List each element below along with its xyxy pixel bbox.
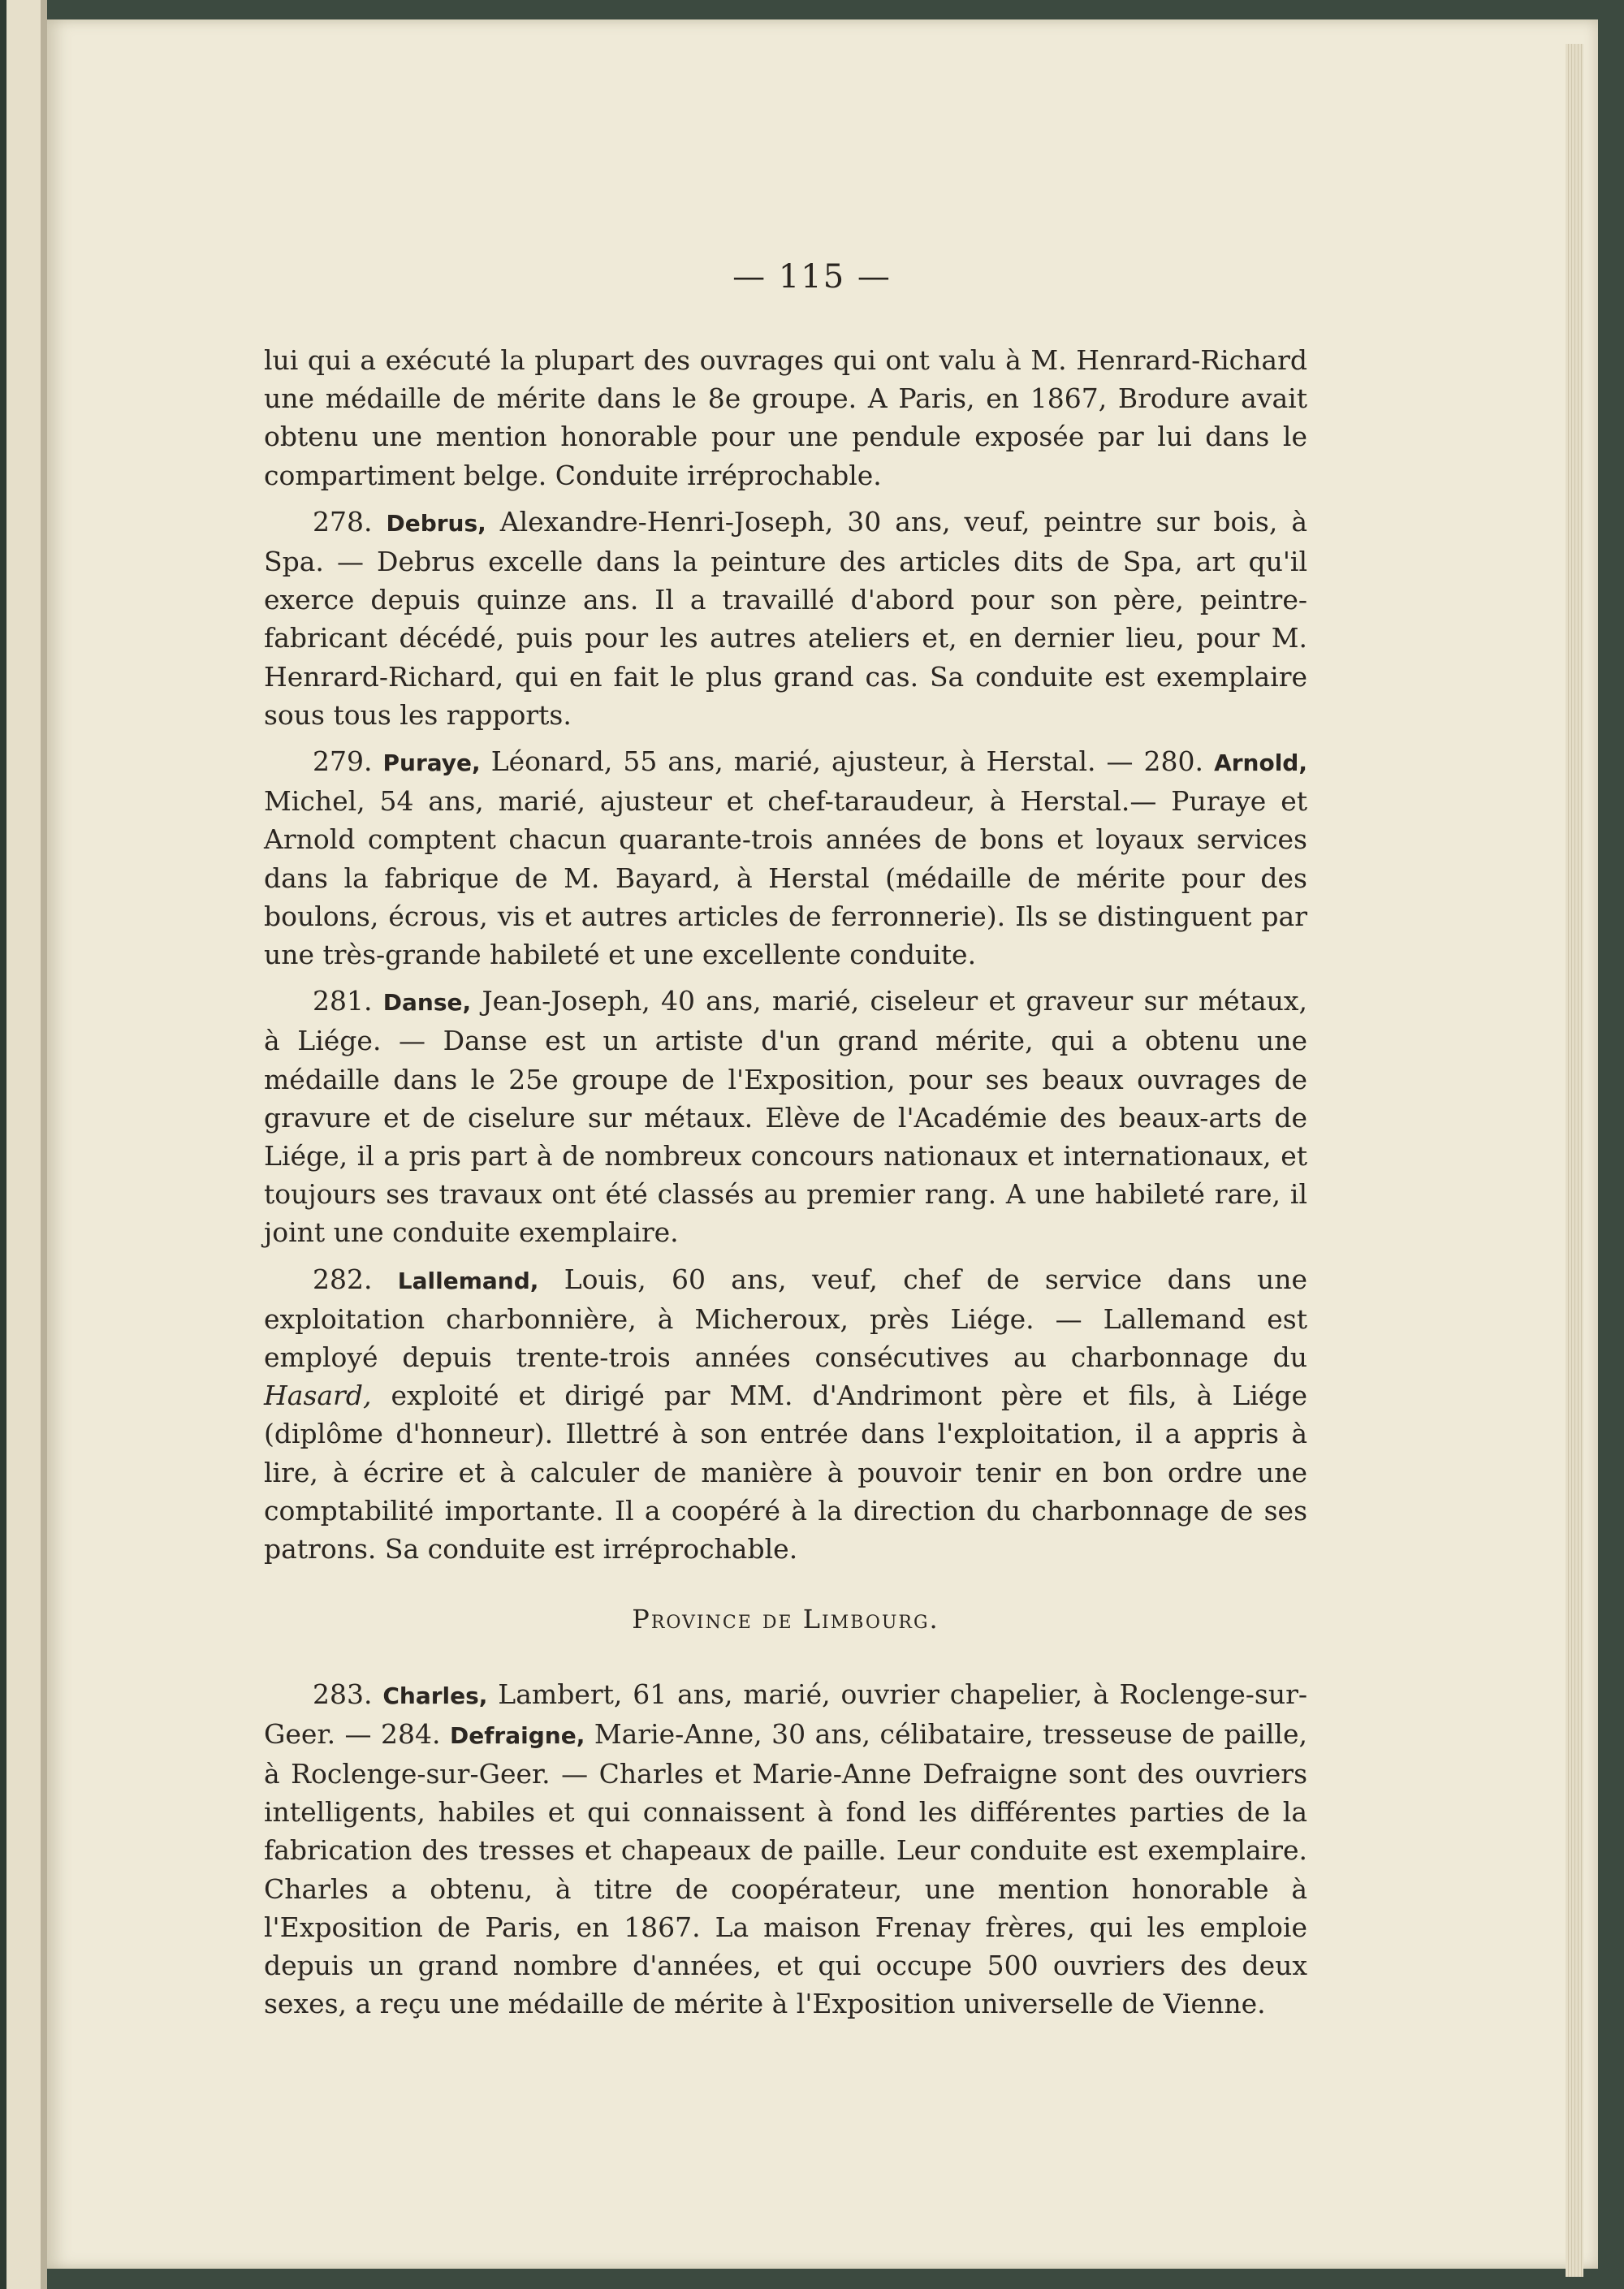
entry-name: Puraye,	[382, 749, 481, 777]
entry-number: 282.	[313, 1263, 373, 1295]
paragraph-continuation	[264, 341, 1307, 495]
entry-name-2: Defraigne,	[450, 1721, 585, 1749]
entry-number: 278.	[313, 505, 373, 538]
entry-text: Lambert, 61 ans, marié, ouvrier chapelier, à Roclenge-sur-Geer. — 284.	[264, 1678, 1307, 1750]
entry-283-284	[264, 1675, 1307, 2023]
entry-text: Alexandre-Henri-Joseph, 30 ans, veuf, peintre sur bois, à Spa. — Debrus excelle dans la peinture des articles dits de Spa, art qu'il exerce depuis quinze ans. Il a travaillé d'abord pour son père, peintre-fabricant décédé, puis pour les autres ateliers et, en dernier lieu, pour M. Henrard-Richard, qui en fait le plus grand cas. Sa conduite est exemplaire sous tous les rapports.	[264, 505, 1307, 731]
page-number: — 115 —	[732, 258, 892, 296]
entry-name: Danse,	[382, 989, 472, 1017]
entry-text: Jean-Joseph, 40 ans, marié, ciseleur et graveur sur métaux, à Liége. — Danse est un artiste d'un grand mérite, qui a obtenu une médaille dans le 25e groupe de l'Exposition, pour ses beaux ouvrages de gravure et de ciselure sur métaux. Elève de l'Académie des beaux-arts de Liége, il a pris part à de nombreux concours nationaux et internationaux, et toujours ses travaux ont été classés au premier rang. A une habileté rare, il joint une conduite exemplaire.	[264, 985, 1307, 1249]
entry-name: Charles,	[382, 1682, 488, 1709]
entry-text-2: exploité et dirigé par MM. d'Andrimont père et fils, à Liége (diplôme d'honneur). Illettré à son entrée dans l'exploitation, il a appris à lire, à écrire et à calculer de manière à pouvoir tenir en bon ordre une comptabilité importante. Il a coopéré à la direction du charbonnage de ses patrons. Sa conduite est irréprochable.	[264, 1380, 1307, 1566]
entry-number: 281.	[313, 985, 373, 1017]
entry-281	[264, 982, 1307, 1251]
entry-text: Louis, 60 ans, veuf, chef de service dans une exploitation charbonnière, à Micheroux, près Liége. — Lallemand est employé depuis trente-trois années consécutives au charbonnage du	[264, 1263, 1307, 1374]
paragraph-text: lui qui a exécuté la plupart des ouvrages qui ont valu à M. Henrard-Richard une médaille de mérite dans le 8e groupe. A Paris, en 1867, Brodure avait obtenu une mention honorable pour une pendule exposée par lui dans le compartiment belge. Conduite irréprochable.	[264, 344, 1307, 491]
entry-282	[264, 1260, 1307, 1569]
entry-text-2: Marie-Anne, 30 ans, célibataire, tresseuse de paille, à Roclenge-sur-Geer. — Charles et Marie-Anne Defraigne sont des ouvriers intelligents, habiles et qui connaissent à fond les différentes parties de la fabrication des tresses et chapeaux de paille. Leur conduite est exemplaire. Charles a obtenu, à titre de coopérateur, une mention honorable à l'Exposition de Paris, en 1867. La maison Frenay frères, qui les emploie depuis un grand nombre d'années, et qui occupe 500 ouvriers des deux sexes, a reçu une médaille de mérite à l'Exposition universelle de Vienne.	[264, 1717, 1307, 2020]
page-edges	[1566, 44, 1583, 2277]
entry-number: 279.	[313, 745, 373, 778]
page-body	[264, 341, 1307, 2031]
entry-text-2: Michel, 54 ans, marié, ajusteur et chef-taraudeur, à Herstal.— Puraye et Arnold comptent chacun quarante-trois années de bons et loyaux services dans la fabrique de M. Bayard, à Herstal (médaille de mérite pour des boulons, écrous, vis et autres articles de ferronnerie). Ils se distinguent par une très-grande habileté et une excellente conduite.	[264, 785, 1307, 971]
section-heading: Province de Limbourg.	[632, 1604, 939, 1635]
entry-name: Debrus,	[386, 509, 486, 537]
entry-name: Lallemand,	[397, 1267, 539, 1294]
entry-italic: Hasard,	[264, 1380, 372, 1412]
entry-text: Léonard, 55 ans, marié, ajusteur, à Herstal. — 280.	[480, 745, 1215, 778]
entry-number: 283.	[313, 1678, 373, 1710]
entry-279-280	[264, 742, 1307, 974]
entry-name-2: Arnold,	[1214, 749, 1307, 777]
book-binding-edge	[0, 0, 47, 2289]
entry-278	[264, 503, 1307, 734]
